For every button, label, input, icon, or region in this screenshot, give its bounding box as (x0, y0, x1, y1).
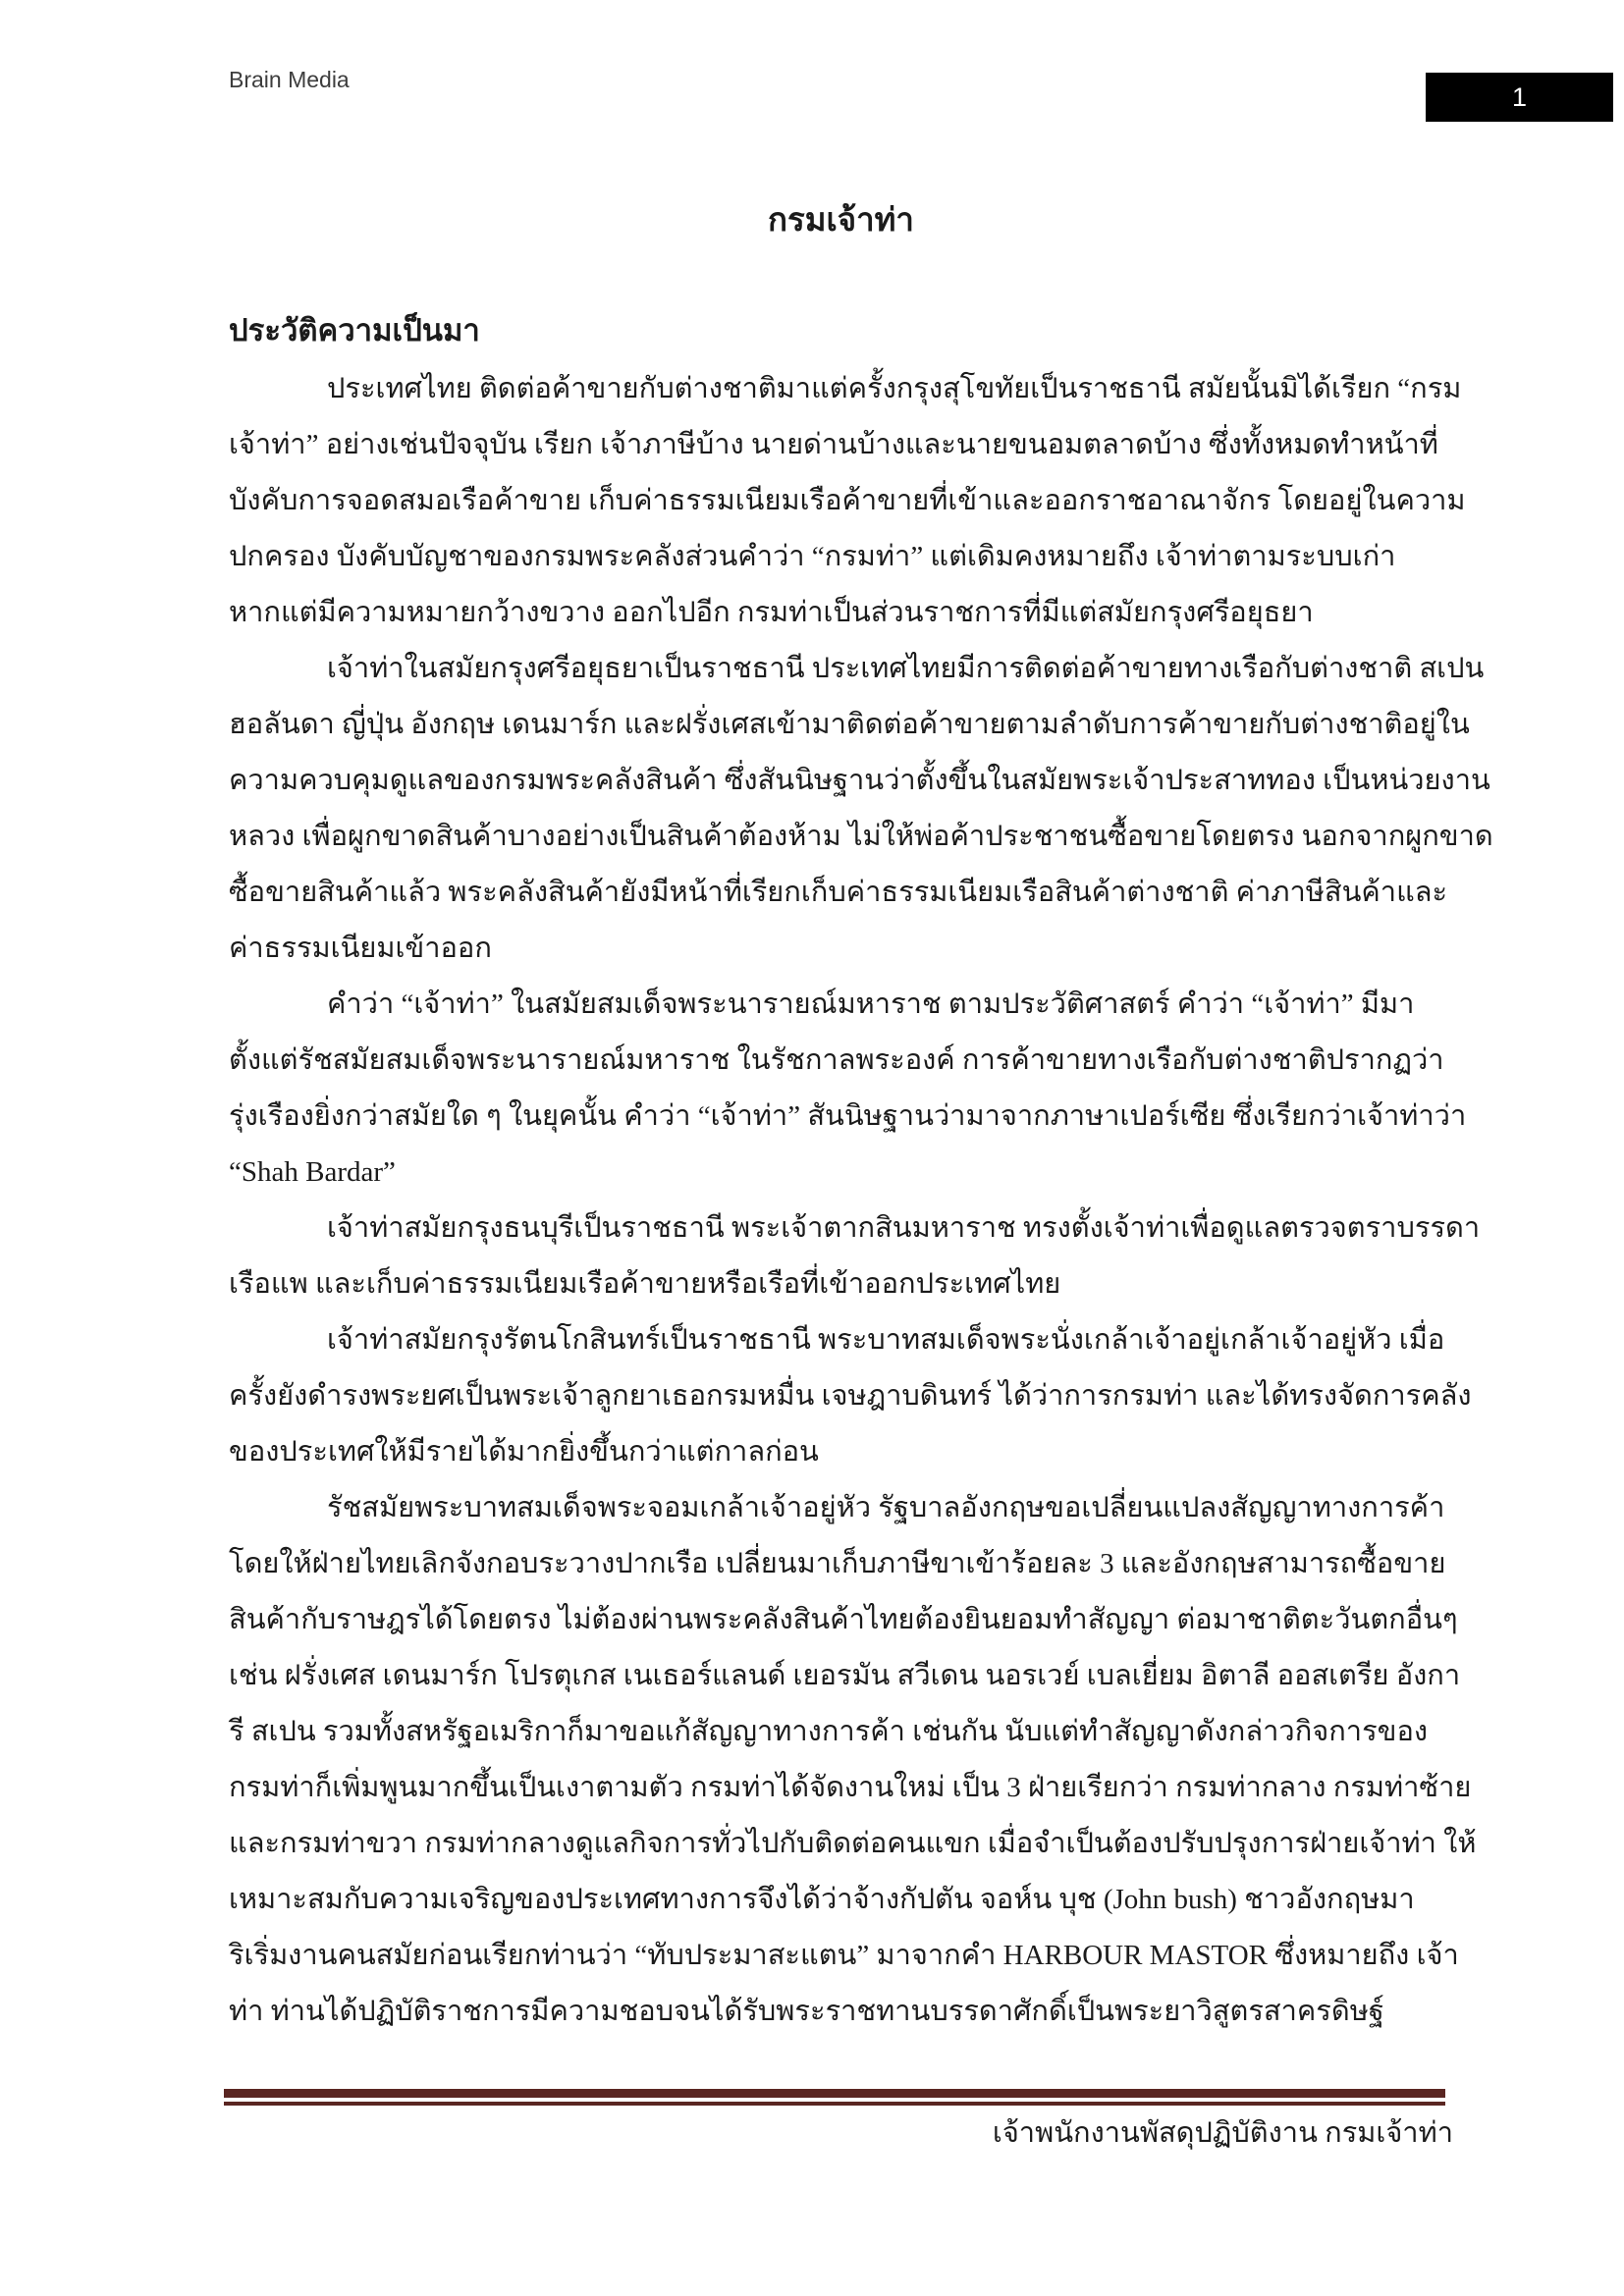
text-line: ของประเทศให้มีรายได้มากยิ่งขึ้นกว่าแต่กาลก่อน (229, 1436, 819, 1468)
text-line: หลวง เพื่อผูกขาดสินค้าบางอย่างเป็นสินค้าต้องห้าม ไม่ให้พ่อค้าประชาชนซื้อขายโดยตรง นอกจากผูกขาด (229, 821, 1493, 852)
text-line: หากแต่มีความหมายกว้างขวาง ออกไปอีก กรมท่าเป็นส่วนราชการที่มีแต่สมัยกรุงศรีอยุธยา (229, 597, 1314, 628)
paragraph (229, 977, 1486, 1201)
divider-thin-line (224, 2102, 1445, 2106)
text-line: รัชสมัยพระบาทสมเด็จพระจอมเกล้าเจ้าอยู่หัว รัฐบาลอังกฤษขอเปลี่ยนแปลงสัญญาทางการค้า (327, 1492, 1445, 1523)
text-line: ซื้อขายสินค้าแล้ว พระคลังสินค้ายังมีหน้าที่เรียกเก็บค่าธรรมเนียมเรือสินค้าต่างชาติ ค่าภาษีสินค้าและ (229, 877, 1448, 908)
page-number: 1 (1511, 81, 1528, 112)
text-line: ปกครอง บังคับบัญชาของกรมพระคลังส่วนคำว่า “กรมท่า” แต่เดิมคงหมายถึง เจ้าท่าตามระบบเก่า (229, 541, 1396, 572)
text-line: และกรมท่าขวา กรมท่ากลางดูแลกิจการทั่วไปกับติดต่อคนแขก เมื่อจำเป็นต้องปรับปรุงการฝ่ายเจ้าท่า ให้ (229, 1828, 1477, 1859)
text-line: รุ่งเรืองยิ่งกว่าสมัยใด ๆ ในยุคนั้น คำว่า “เจ้าท่า” สันนิษฐานว่ามาจากภาษาเปอร์เซีย ซึ่งเรียกว่าเจ้าท่าว่า (229, 1100, 1467, 1132)
document-body (229, 361, 1493, 2040)
footer-credit: เจ้าพนักงานพัสดุปฏิบัติงาน กรมเจ้าท่า (992, 2117, 1453, 2149)
text-line: เหมาะสมกับความเจริญของประเทศทางการจึงได้ว่าจ้างกัปตัน จอห์น บุช (John bush) ชาวอังกฤษมา (229, 1884, 1415, 1915)
page-number-badge (1426, 73, 1613, 122)
text-line: ความควบคุมดูแลของกรมพระคลังสินค้า ซึ่งสันนิษฐานว่าตั้งขึ้นในสมัยพระเจ้าประสาททอง เป็นหน่วยงาน (229, 765, 1490, 796)
text-line: บังคับการจอดสมอเรือค้าขาย เก็บค่าธรรมเนียมเรือค้าขายที่เข้าและออกราชอาณาจักร โดยอยู่ในความ (229, 485, 1466, 516)
text-line: ริเริ่มงานคนสมัยก่อนเรียกท่านว่า “ทับประมาสะแตน” มาจากคำ HARBOUR MASTOR ซึ่งหมายถึง เจ้า (229, 1940, 1459, 1971)
text-line: เจ้าท่า” อย่างเช่นปัจจุบัน เรียก เจ้าภาษีบ้าง นายด่านบ้างและนายขนอมตลาดบ้าง ซึ่งทั้งหมดทำหน้าที่ (229, 429, 1438, 460)
text-line: สินค้ากับราษฎรได้โดยตรง ไม่ต้องผ่านพระคลังสินค้าไทยต้องยินยอมทำสัญญา ต่อมาชาติตะวันตกอื่นๆ (229, 1604, 1458, 1635)
text-line: คำว่า “เจ้าท่า” ในสมัยสมเด็จพระนารายณ์มหาราช ตามประวัติศาสตร์ คำว่า “เจ้าท่า” มีมา (327, 988, 1415, 1020)
paragraph (229, 1201, 1486, 1312)
text-line: ประเทศไทย ติดต่อค้าขายกับต่างชาติมาแต่ครั้งกรุงสุโขทัยเป็นราชธานี สมัยนั้นมิได้เรียก “กรม (327, 373, 1462, 404)
text-line: ค่าธรรมเนียมเข้าออก (229, 933, 492, 964)
text-line: เจ้าท่าสมัยกรุงธนบุรีเป็นราชธานี พระเจ้าตากสินมหาราช ทรงตั้งเจ้าท่าเพื่อดูแลตรวจตราบรรดา (327, 1212, 1481, 1244)
text-line: รี สเปน รวมทั้งสหรัฐอเมริกาก็มาขอแก้สัญญาทางการค้า เช่นกัน นับแต่ทำสัญญาดังกล่าวกิจการของ (229, 1716, 1429, 1747)
text-line: เช่น ฝรั่งเศส เดนมาร์ก โปรตุเกส เนเธอร์แลนด์ เยอรมัน สวีเดน นอรเวย์ เบลเยี่ยม อิตาลี ออสเตรีย อังกา (229, 1660, 1461, 1691)
text-line: “Shah Bardar” (229, 1156, 396, 1188)
paragraph (229, 641, 1493, 977)
paragraph (229, 361, 1486, 641)
section-heading: ประวัติความเป็นมา (229, 313, 480, 347)
text-line: เจ้าท่าในสมัยกรุงศรีอยุธยาเป็นราชธานี ประเทศไทยมีการติดต่อค้าขายทางเรือกับต่างชาติ สเปน (327, 653, 1485, 684)
text-line: โดยให้ฝ่ายไทยเลิกจังกอบระวางปากเรือ เปลี่ยนมาเก็บภาษีขาเข้าร้อยละ 3 และอังกฤษสามารถซื้อขาย (229, 1548, 1446, 1579)
page-title: กรมเจ้าท่า (768, 203, 914, 239)
text-line: ตั้งแต่รัชสมัยสมเด็จพระนารายณ์มหาราช ในรัชกาลพระองค์ การค้าขายทางเรือกับต่างชาติปรากฏว่า (229, 1044, 1444, 1076)
text-line: ท่า ท่านได้ปฏิบัติราชการมีความชอบจนได้รับพระราชทานบรรดาศักดิ์เป็นพระยาวิสูตรสาครดิษฐ์ (229, 1996, 1384, 2027)
paragraph (229, 1312, 1486, 1480)
footer-divider (224, 2089, 1445, 2106)
text-line: เรือแพ และเก็บค่าธรรมเนียมเรือค้าขายหรือเรือที่เข้าออกประเทศไทย (229, 1268, 1061, 1300)
text-line: ครั้งยังดำรงพระยศเป็นพระเจ้าลูกยาเธอกรมหมื่น เจษฎาบดินทร์ ได้ว่าการกรมท่า และได้ทรงจัดการคลัง (229, 1380, 1472, 1412)
text-line: ฮอลันดา ญี่ปุ่น อังกฤษ เดนมาร์ก และฝรั่งเศสเข้ามาติดต่อค้าขายตามลำดับการค้าขายกับต่างชาติอยู่ใน (229, 709, 1470, 740)
divider-thick-line (224, 2089, 1445, 2098)
text-line: เจ้าท่าสมัยกรุงรัตนโกสินทร์เป็นราชธานี พระบาทสมเด็จพระนั่งเกล้าเจ้าอยู่เกล้าเจ้าอยู่หัว เมื่อ (327, 1324, 1445, 1356)
text-line: กรมท่าก็เพิ่มพูนมากขึ้นเป็นเงาตามตัว กรมท่าได้จัดงานใหม่ เป็น 3 ฝ่ายเรียกว่า กรมท่ากลาง กรมท่าซ้าย (229, 1772, 1472, 1803)
paragraph (229, 1480, 1486, 2040)
brand-label: Brain Media (229, 67, 350, 92)
